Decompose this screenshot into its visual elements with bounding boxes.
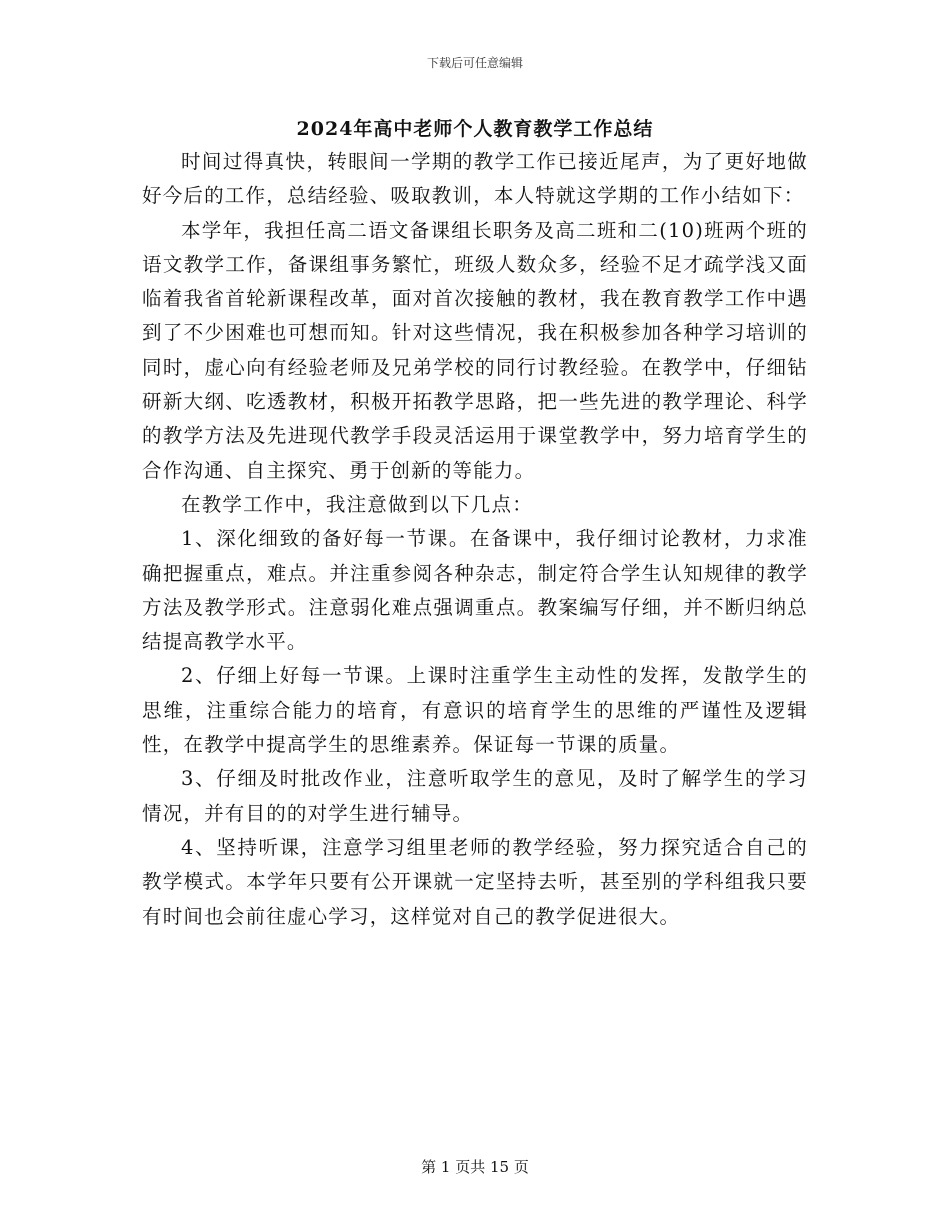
paragraph-point-4: 4、坚持听课，注意学习组里老师的教学经验，努力探究适合自己的教学模式。本学年只要有公开课就一定坚持去听，甚至别的学科组我只要有时间也会前往虚心学习，这样觉对自己的教学促进很大。 [142,835,808,928]
paragraph-intro: 时间过得真快，转眼间一学期的教学工作已接近尾声，为了更好地做好今后的工作，总结经验、吸取教训，本人特就这学期的工作小结如下： [142,150,808,208]
page-number: 第 1 页共 15 页 [421,1158,529,1176]
paragraph-point-1: 1、深化细致的备好每一节课。在备课中，我仔细讨论教材，力求准确把握重点，难点。并注重参阅各种杂志，制定符合学生认知规律的教学方法及教学形式。注意弱化难点强调重点。教案编写仔细，并不断归纳总结提高教学水平。 [142,527,808,654]
header-note: 下载后可任意编辑 [426,56,523,70]
paragraph-points-intro: 在教学工作中，我注意做到以下几点： [181,492,533,516]
paragraph-point-3: 3、仔细及时批改作业，注意听取学生的意见，及时了解学生的学习情况，并有目的的对学生进行辅导。 [142,767,808,825]
document-title: 2024年高中老师个人教育教学工作总结 [296,118,654,140]
paragraph-background: 本学年，我担任高二语文备课组长职务及高二班和二(10)班两个班的语文教学工作，备课组事务繁忙，班级人数众多，经验不足才疏学浅又面临着我省首轮新课程改革，面对首次接触的教材，我在教育教学工作中遇到了不少困难也可想而知。针对这些情况，我在积极参加各种学习培训的同时，虚心向有经验老师及兄弟学校的同行讨教经验。在教学中，仔细钻研新大纲、吃透教材，积极开拓教学思路，把一些先进的教学理论、科学的教学方法及先进现代教学手段灵活运用于课堂教学中，努力培育学生的合作沟通、自主探究、勇于创新的等能力。 [142,218,808,482]
paragraph-point-2: 2、仔细上好每一节课。上课时注重学生主动性的发挥，发散学生的思维，注重综合能力的培育，有意识的培育学生的思维的严谨性及逻辑性，在教学中提高学生的思维素养。保证每一节课的质量。 [142,664,808,757]
document-body [142,145,808,934]
